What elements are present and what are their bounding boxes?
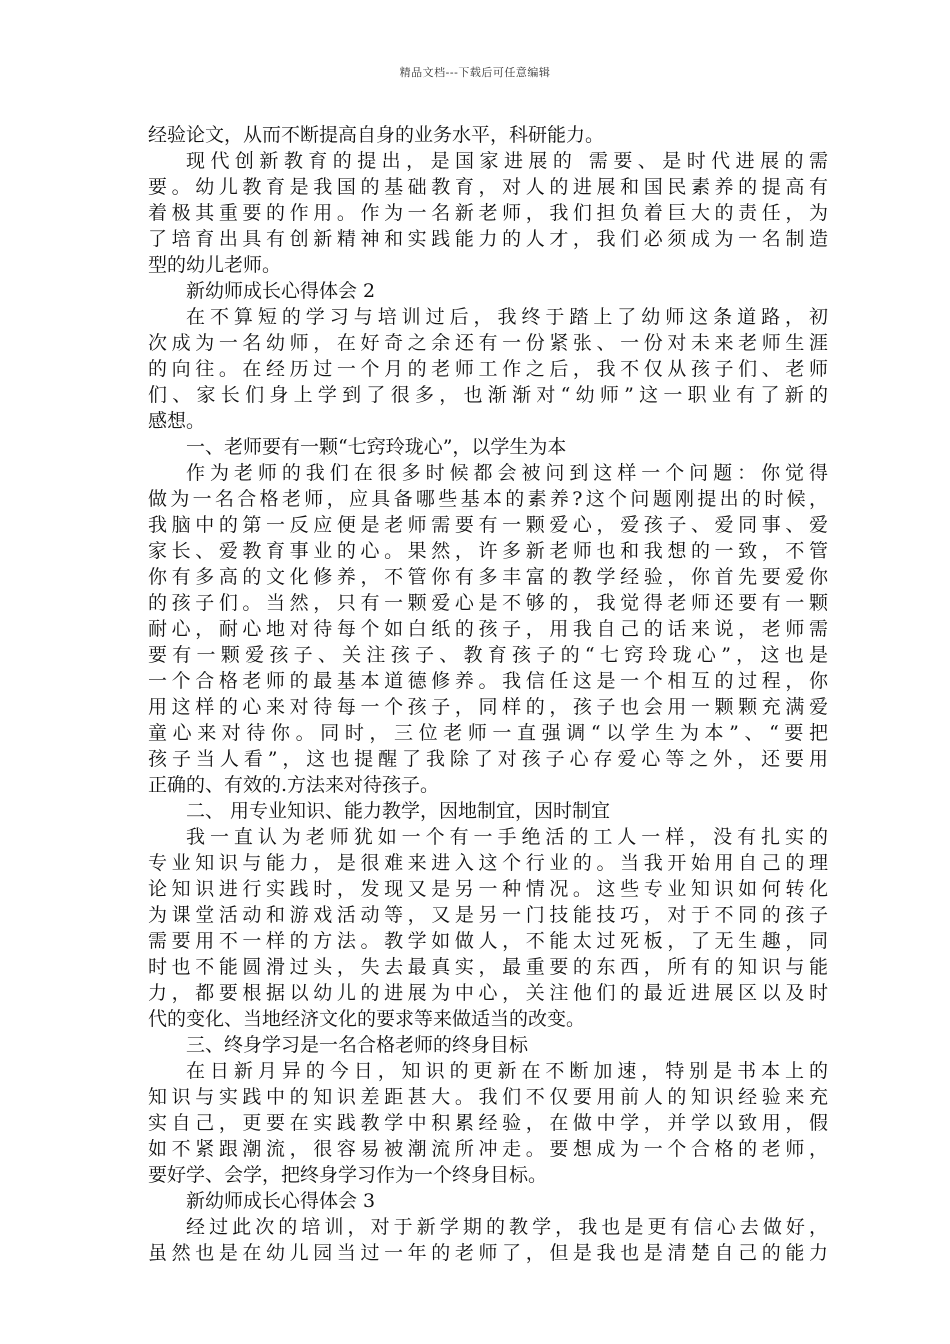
text-line: 的孩子们。当然，只有一颗爱心是不够的，我觉得老师还要有一颗 [148, 592, 828, 614]
text-line: 专业知识与能力，是很难来进入这个行业的。当我开始用自己的理 [148, 852, 828, 874]
text-line: 为课堂活动和游戏活动等，又是另一门技能技巧，对于不同的孩子 [148, 904, 828, 926]
text-line: 力，都要根据以幼儿的进展为中心，关注他们的最近进展区以及时 [148, 982, 828, 1004]
text-line: 家长、爱教育事业的心。果然，许多新老师也和我想的一致，不管 [148, 540, 828, 562]
text-line: 我一直认为老师犹如一个有一手绝活的工人一样，没有扎实的 [186, 826, 828, 848]
text-line: 用这样的心来对待每一个孩子，同样的，孩子也会用一颗颗充满爱 [148, 696, 828, 718]
text-line: 实自己，更要在实践教学中积累经验，在做中学，并学以致用，假 [148, 1112, 828, 1134]
text-line: 现代创新教育的提出，是国家进展的 需要、是时代进展的需 [186, 150, 828, 172]
text-line: 如不紧跟潮流，很容易被潮流所冲走。要想成为一个合格的老师， [148, 1138, 828, 1160]
text-line: 的向往。在经历过一个月的老师工作之后，我不仅从孩子们、老师 [148, 358, 828, 380]
text-line: 正确的、有效的.方法来对待孩子。 [148, 774, 440, 796]
text-line: 虽然也是在幼儿园当过一年的老师了，但是我也是清楚自己的能力 [148, 1242, 828, 1264]
text-line: 经验论文，从而不断提高自身的业务水平，科研能力。 [148, 124, 605, 146]
text-line: 要。幼儿教育是我国的基础教育，对人的进展和国民素养的提高有 [148, 176, 828, 198]
text-line: 论知识进行实践时，发现又是另一种情况。这些专业知识如何转化 [148, 878, 828, 900]
document-body [148, 122, 828, 1266]
text-line: 代的变化、当地经济文化的要求等来做适当的改变。 [148, 1008, 586, 1030]
subsection-heading: 三、终身学习是一名合格老师的终身目标 [186, 1034, 529, 1056]
page-header: 精品文档---下载后可任意编辑 [399, 66, 551, 79]
text-line: 要好学、会学，把终身学习作为一个终身目标。 [148, 1164, 548, 1186]
text-line: 你有多高的文化修养，不管你有多丰富的教学经验，你首先要爱你 [148, 566, 828, 588]
text-line: 作为老师的我们在很多时候都会被问到这样一个问题：你觉得 [186, 462, 828, 484]
text-line: 要有一颗爱孩子、关注孩子、教育孩子的“七窍玲珑心”，这也是 [148, 644, 828, 666]
text-line: 需要用不一样的方法。教学如做人，不能太过死板，了无生趣，同 [148, 930, 828, 952]
text-line: 经过此次的培训，对于新学期的教学，我也是更有信心去做好， [186, 1216, 828, 1238]
text-line: 在日新月异的今日，知识的更新在不断加速，特别是书本上的 [186, 1060, 828, 1082]
text-line: 做为一名合格老师，应具备哪些基本的素养?这个问题刚提出的时候， [148, 488, 828, 510]
text-line: 感想。 [148, 410, 206, 432]
subsection-heading: 二、 用专业知识、能力教学，因地制宜，因时制宜 [186, 800, 611, 822]
section-heading: 新幼师成长心得体会 3 [186, 1190, 376, 1212]
text-line: 们、家长们身上学到了很多，也渐渐对“幼师”这一职业有了新的 [148, 384, 828, 406]
text-line: 我脑中的第一反应便是老师需要有一颗爱心，爱孩子、爱同事、爱 [148, 514, 828, 536]
subsection-heading: 一、老师要有一颗“七窍玲珑心”，以学生为本 [186, 436, 567, 458]
text-line: 型的幼儿老师。 [148, 254, 282, 276]
text-line: 一个合格老师的最基本道德修养。我信任这是一个相互的过程，你 [148, 670, 828, 692]
text-line: 童心来对待你。同时，三位老师一直强调“以学生为本”、“要把 [148, 722, 828, 744]
text-line: 耐心，耐心地对待每个如白纸的孩子，用我自己的话来说，老师需 [148, 618, 828, 640]
section-heading: 新幼师成长心得体会 2 [186, 280, 376, 302]
text-line: 次成为一名幼师，在好奇之余还有一份紧张、一份对未来老师生涯 [148, 332, 828, 354]
text-line: 知识与实践中的知识差距甚大。我们不仅要用前人的知识经验来充 [148, 1086, 828, 1108]
text-line: 着极其重要的作用。作为一名新老师，我们担负着巨大的责任，为 [148, 202, 828, 224]
text-line: 了培育出具有创新精神和实践能力的人才，我们必须成为一名制造 [148, 228, 828, 250]
text-line: 时也不能圆滑过头，失去最真实，最重要的东西，所有的知识与能 [148, 956, 828, 978]
text-line: 孩子当人看”，这也提醒了我除了对孩子心存爱心等之外，还要用 [148, 748, 828, 770]
text-line: 在不算短的学习与培训过后，我终于踏上了幼师这条道路，初 [186, 306, 828, 328]
